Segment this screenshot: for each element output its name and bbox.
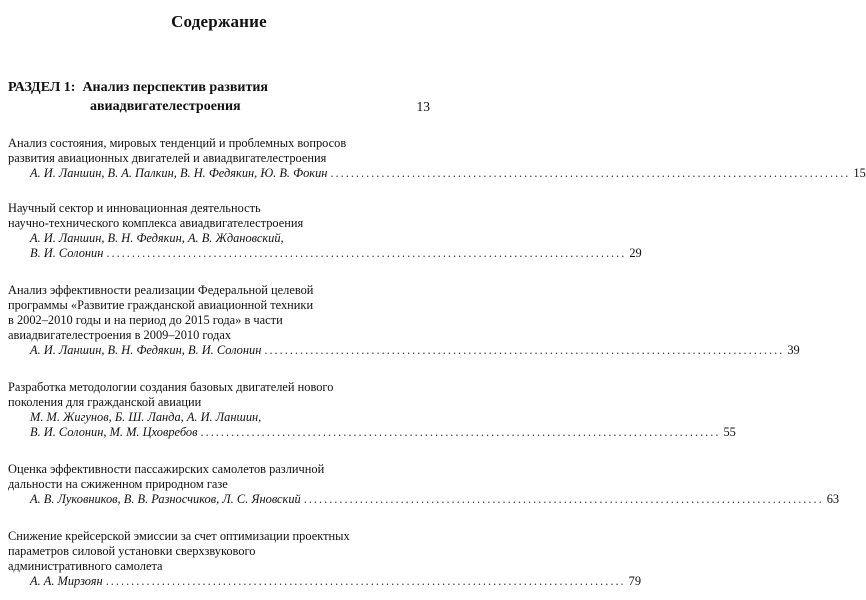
entry-title-line: Снижение крейсерской эмиссии за счет оптимизации проектных (8, 529, 350, 543)
entry-page-number: 63 (826, 492, 840, 506)
entry-authors: А. А. Мирзоян (30, 574, 103, 588)
leader-dots: ...................................................................................................... (105, 574, 626, 588)
toc-entry (8, 462, 840, 507)
toc-entry (8, 136, 866, 181)
entry-title-line: Оценка эффективности пассажирских самолетов различной (8, 462, 325, 476)
leader-dots: ...................................................................................................... (200, 425, 721, 439)
entry-authors: В. И. Солонин, М. М. Цховребов (30, 425, 198, 439)
leader-dots: ...................................................................................................... (264, 343, 785, 357)
entry-title-line: развития авиационных двигателей и авиадвигателестроения (8, 151, 327, 165)
entry-title-line: научно-технического комплекса авиадвигателестроения (8, 216, 304, 230)
entry-title-line: Научный сектор и инновационная деятельность (8, 201, 261, 215)
entry-author-row (8, 246, 642, 261)
entry-author-row (8, 492, 840, 507)
section-label: РАЗДЕЛ 1: (8, 80, 76, 95)
entry-title-line: административного самолета (8, 559, 163, 573)
entry-authors: М. М. Жигунов, Б. Ш. Ланда, А. И. Ланшин, (30, 410, 262, 424)
entry-page-number: 39 (787, 343, 800, 357)
entry-title-line: параметров силовой установки сверхзвукового (8, 544, 256, 558)
toc-entry (8, 201, 642, 261)
entry-title-line: Анализ эффективности реализации Федеральной целевой (8, 283, 314, 297)
entry-authors: А. И. Ланшин, В. А. Палкин, В. Н. Федякин, Ю. В. Фокин (30, 166, 328, 180)
entry-title-line: Анализ состояния, мировых тенденций и проблемных вопросов (8, 136, 347, 150)
entry-title-line: Разработка методологии создания базовых двигателей нового (8, 380, 334, 394)
section-title-line-1 (8, 78, 430, 97)
toc-entry (8, 283, 800, 358)
entry-author-row (8, 166, 866, 181)
leader-dots: ...................................................................................................... (303, 492, 824, 506)
entry-page-number: 15 (853, 166, 866, 180)
entry-title-line: авиадвигателестроения в 2009–2010 годах (8, 328, 232, 342)
entry-author-row (8, 343, 800, 358)
entry-author-row (8, 574, 642, 589)
section-title-line-2 (8, 97, 430, 116)
section-entry (8, 78, 430, 116)
entry-page-number: 55 (723, 425, 736, 439)
toc-entry (8, 529, 642, 589)
entry-page-number: 29 (629, 246, 642, 260)
entry-title-line: программы «Развитие гражданской авиационной техники (8, 298, 314, 312)
entry-authors: А. И. Ланшин, В. Н. Федякин, А. В. Ждановский, (30, 231, 284, 245)
entry-authors: А. И. Ланшин, В. Н. Федякин, В. И. Солонин (30, 343, 262, 357)
page-title: Содержание (171, 12, 267, 31)
section-title-part-1: Анализ перспектив развития (82, 80, 268, 95)
leader-dots: ...................................................................................................... (330, 166, 851, 180)
entry-title-line: в 2002–2010 годы и на период до 2015 года» в части (8, 313, 283, 327)
leader-dots: ...................................................................................................... (106, 246, 627, 260)
entry-author-row (8, 425, 736, 440)
entry-authors: В. И. Солонин (30, 246, 104, 260)
section-page-number: 13 (416, 99, 430, 114)
entry-page-number: 79 (628, 574, 642, 588)
toc-entry (8, 380, 736, 440)
section-title-part-2: авиадвигателестроения (90, 99, 241, 114)
entry-title-line: поколения для гражданской авиации (8, 395, 202, 409)
entry-authors: А. В. Луковников, В. В. Разносчиков, Л. С. Яновский (30, 492, 301, 506)
entry-title-line: дальности на сжиженном природном газе (8, 477, 228, 491)
